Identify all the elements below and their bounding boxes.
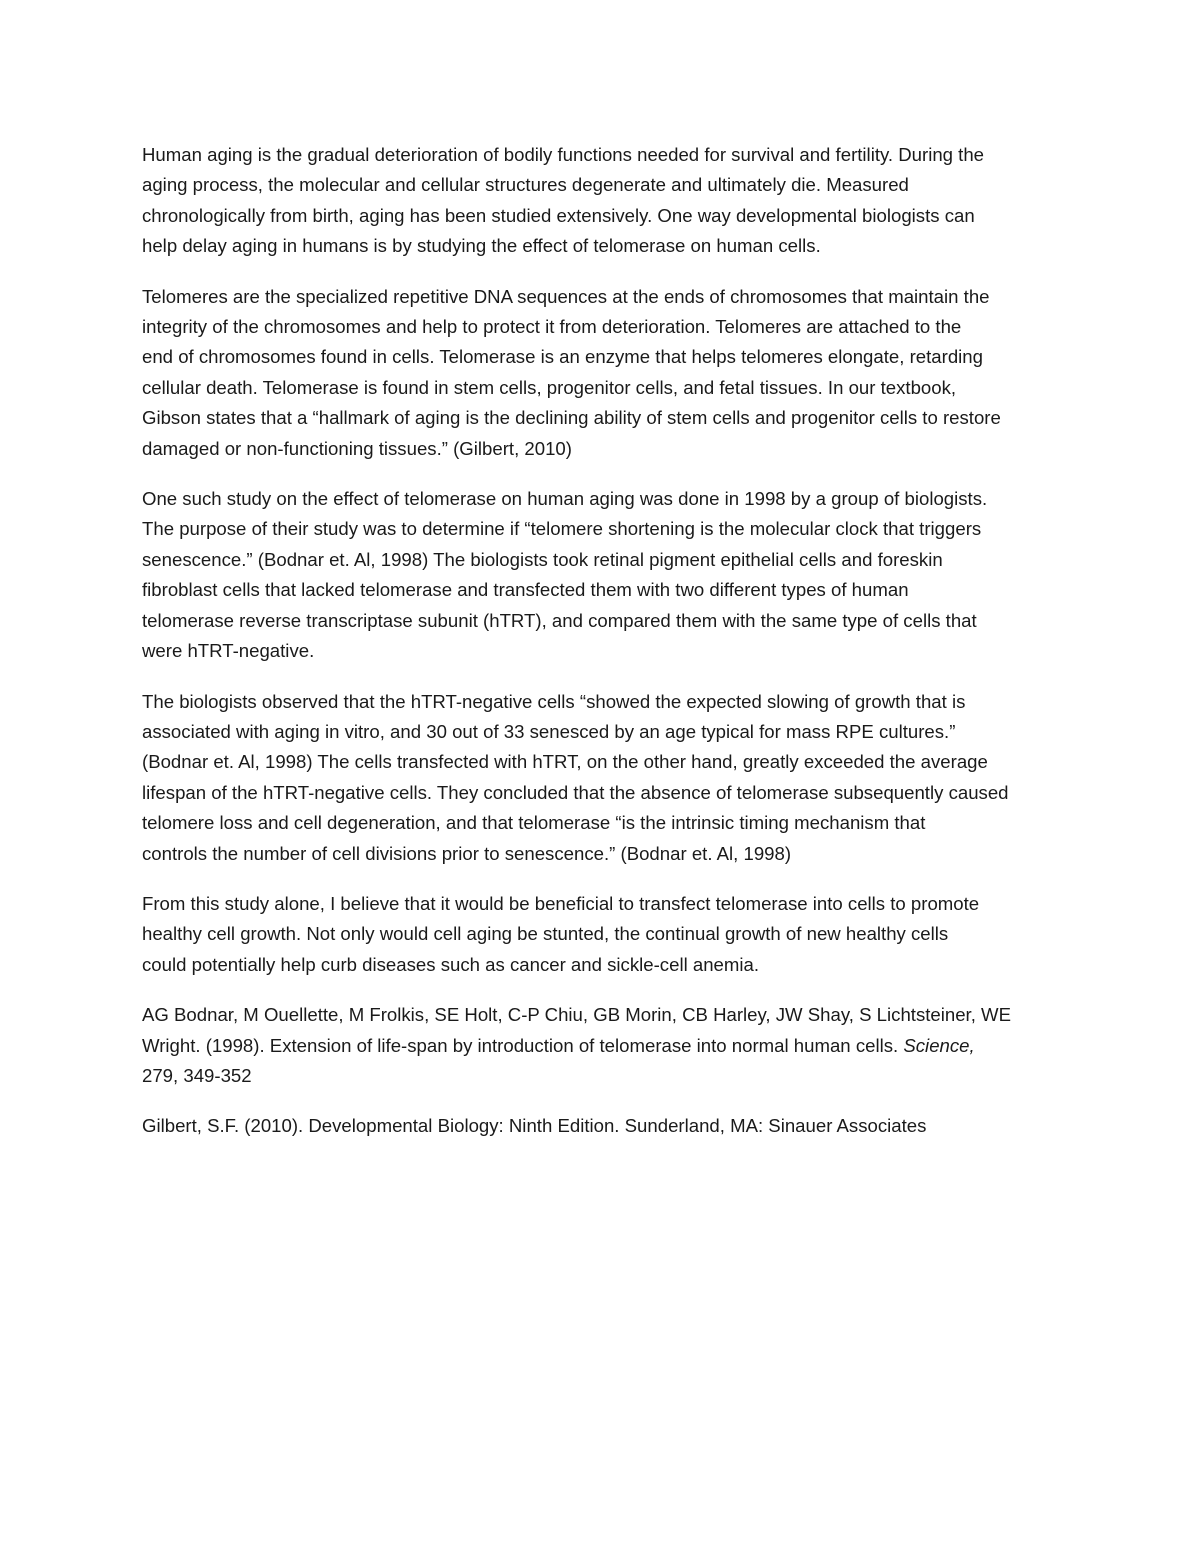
text-line: (Bodnar et. Al, 1998) The cells transfected with hTRT, on the other hand, greatly exceeded the average	[142, 751, 988, 773]
text-line: Telomeres are the specialized repetitive DNA sequences at the ends of chromosomes that maintain the	[142, 285, 990, 307]
text-line: controls the number of cell divisions prior to senescence.” (Bodnar et. Al, 1998)	[142, 842, 792, 864]
text-line: help delay aging in humans is by studying the effect of telomerase on human cells.	[142, 235, 821, 257]
text-line: Gilbert, S.F. (2010). Developmental Biology: Ninth Edition. Sunderland, MA: Sinauer Associates	[142, 1115, 927, 1137]
text-line: Human aging is the gradual deterioration of bodily functions needed for survival and fertility. During the	[142, 144, 985, 165]
text-line: were hTRT-negative.	[142, 640, 315, 662]
text-line: cellular death. Telomerase is found in stem cells, progenitor cells, and fetal tissues. In our textbook,	[142, 376, 957, 398]
text-line: senescence.” (Bodnar et. Al, 1998) The biologists took retinal pigment epithelial cells and foreskin	[142, 548, 943, 570]
text-line: From this study alone, I believe that it would be beneficial to transfect telomerase into cells to promote	[142, 892, 980, 914]
paragraph-conclusion	[142, 889, 1062, 980]
text-line: AG Bodnar, M Ouellette, M Frolkis, SE Holt, C-P Chiu, GB Morin, CB Harley, JW Shay, S Lichtsteiner, WE	[142, 1004, 1012, 1026]
text-line: damaged or non-functioning tissues.” (Gilbert, 2010)	[142, 437, 572, 459]
text-line	[142, 1031, 1062, 1061]
text-line: associated with aging in vitro, and 30 out of 33 senesced by an age typical for mass RPE cultures.”	[142, 720, 956, 742]
text-line: lifespan of the hTRT-negative cells. They concluded that the absence of telomerase subsequently caused	[142, 781, 1009, 803]
text-line: telomerase reverse transcriptase subunit (hTRT), and compared them with the same type of cells that	[142, 609, 977, 631]
document-body	[142, 140, 1062, 1162]
text-line: The biologists observed that the hTRT-negative cells “showed the expected slowing of growth that is	[142, 690, 966, 712]
text-line: healthy cell growth. Not only would cell aging be stunted, the continual growth of new healthy cells	[142, 923, 949, 945]
text-line: fibroblast cells that lacked telomerase and transfected them with two different types of human	[142, 579, 909, 601]
text-line: integrity of the chromosomes and help to protect it from deterioration. Telomeres are attached to the	[142, 316, 962, 338]
text-line: 279, 349-352	[142, 1064, 252, 1086]
text-line: could potentially help curb diseases such as cancer and sickle-cell anemia.	[142, 953, 760, 975]
paragraph-telomeres	[142, 282, 1062, 464]
text-line: chronologically from birth, aging has been studied extensively. One way developmental biologists can	[142, 204, 975, 226]
text-line: aging process, the molecular and cellular structures degenerate and ultimately die. Measured	[142, 174, 909, 196]
paragraph-observations	[142, 687, 1062, 869]
paragraph-aging-intro	[142, 140, 1062, 262]
text-line: telomere loss and cell degeneration, and that telomerase “is the intrinsic timing mechanism that	[142, 812, 926, 834]
text-line: Gibson states that a “hallmark of aging is the declining ability of stem cells and progenitor cells to restore	[142, 407, 1001, 429]
text-line: The purpose of their study was to determine if “telomere shortening is the molecular clock that triggers	[142, 518, 982, 540]
reference-bodnar	[142, 1000, 1062, 1091]
reference-title: Wright. (1998). Extension of life-span by introduction of telomerase into normal human cells.	[142, 1034, 904, 1056]
journal-name: Science,	[903, 1034, 975, 1056]
reference-gilbert	[142, 1111, 1062, 1141]
text-line: One such study on the effect of telomerase on human aging was done in 1998 by a group of biologists.	[142, 488, 988, 510]
text-line: end of chromosomes found in cells. Telomerase is an enzyme that helps telomeres elongate, retarding	[142, 346, 983, 368]
paragraph-study	[142, 484, 1062, 666]
